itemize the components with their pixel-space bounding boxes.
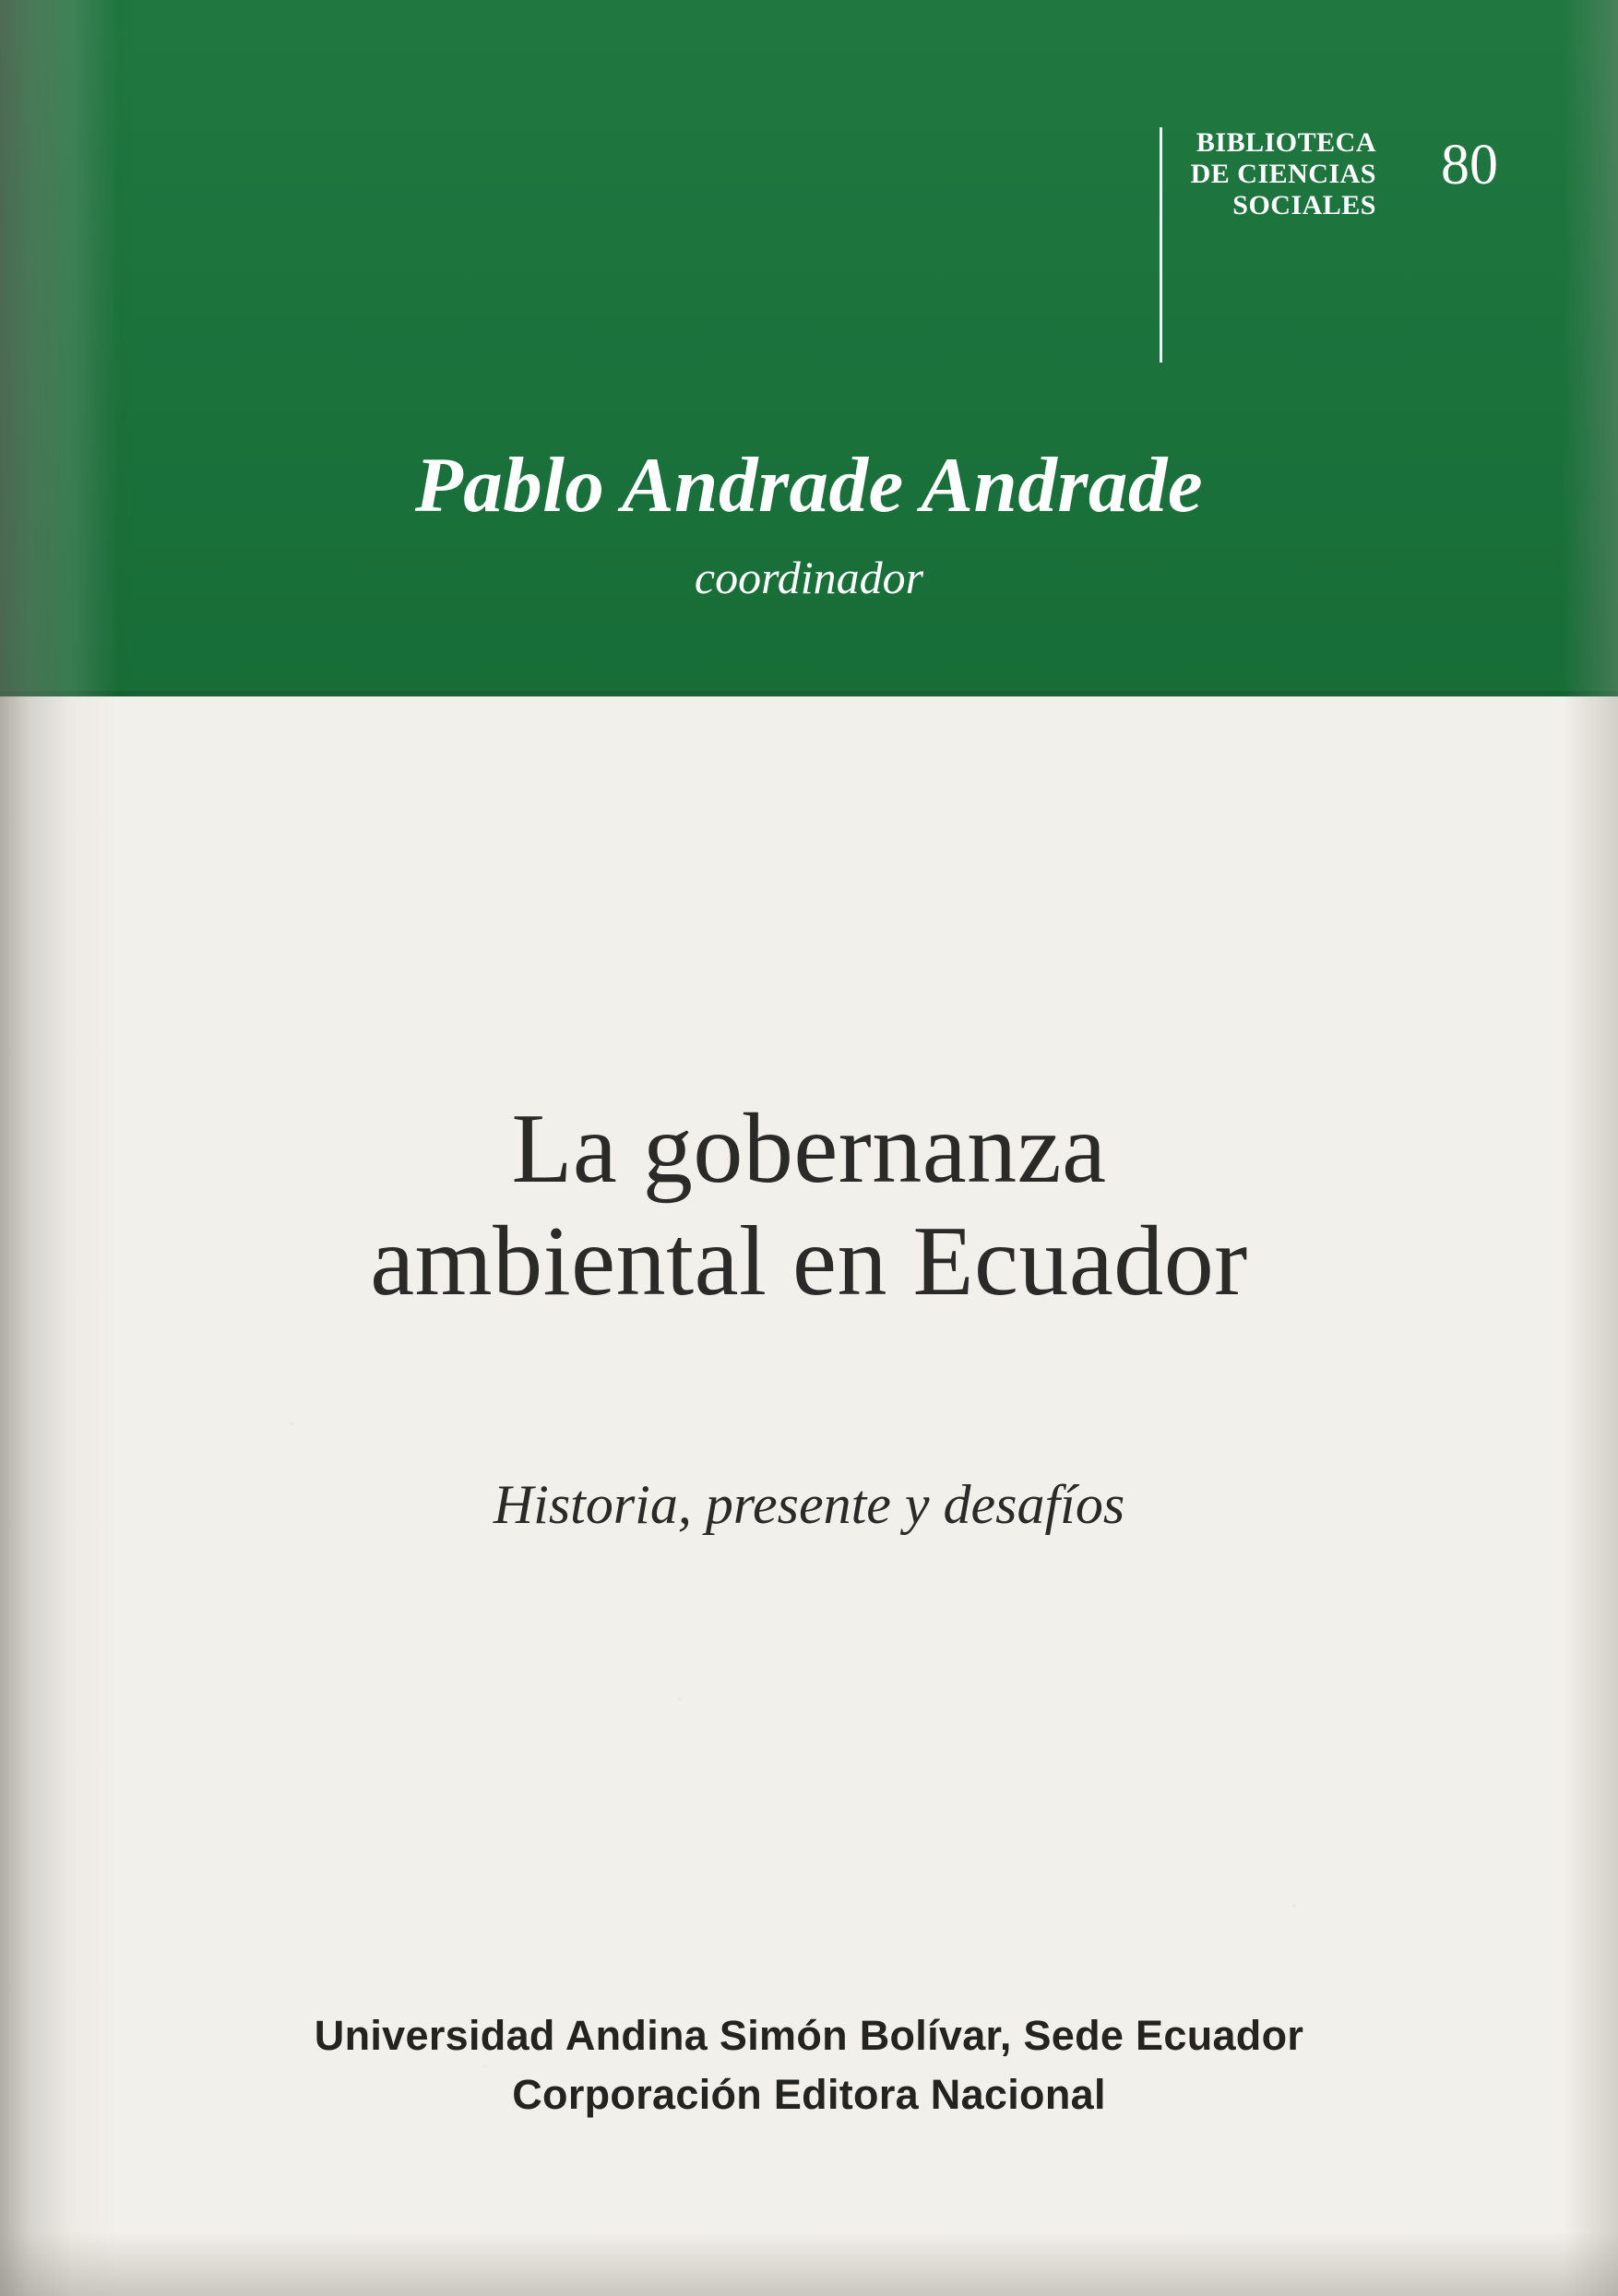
- author-name: Pablo Andrade Andrade: [414, 442, 1204, 529]
- author-role: coordinador: [694, 552, 924, 603]
- series-label: [1191, 127, 1376, 221]
- book-title-line-2: ambiental en Ecuador: [370, 1207, 1248, 1316]
- series-number: 80: [1441, 134, 1498, 196]
- publisher-line-1: Universidad Andina Simón Bolívar, Sede Ecuador: [314, 2012, 1304, 2059]
- series-line-2: DE CIENCIAS: [1190, 159, 1376, 189]
- green-header-band: [0, 0, 1618, 696]
- publisher-block: [0, 2006, 1618, 2124]
- series-line-1: BIBLIOTECA: [1196, 127, 1376, 158]
- publisher-line-2: Corporación Editora Nacional: [512, 2071, 1106, 2118]
- book-title-line-1: La gobernanza: [511, 1094, 1107, 1204]
- book-title: [0, 1093, 1618, 1318]
- book-subtitle: Historia, presente y desafíos: [493, 1474, 1125, 1535]
- series-divider-rule: [1160, 127, 1162, 363]
- series-line-3: SOCIALES: [1232, 190, 1376, 220]
